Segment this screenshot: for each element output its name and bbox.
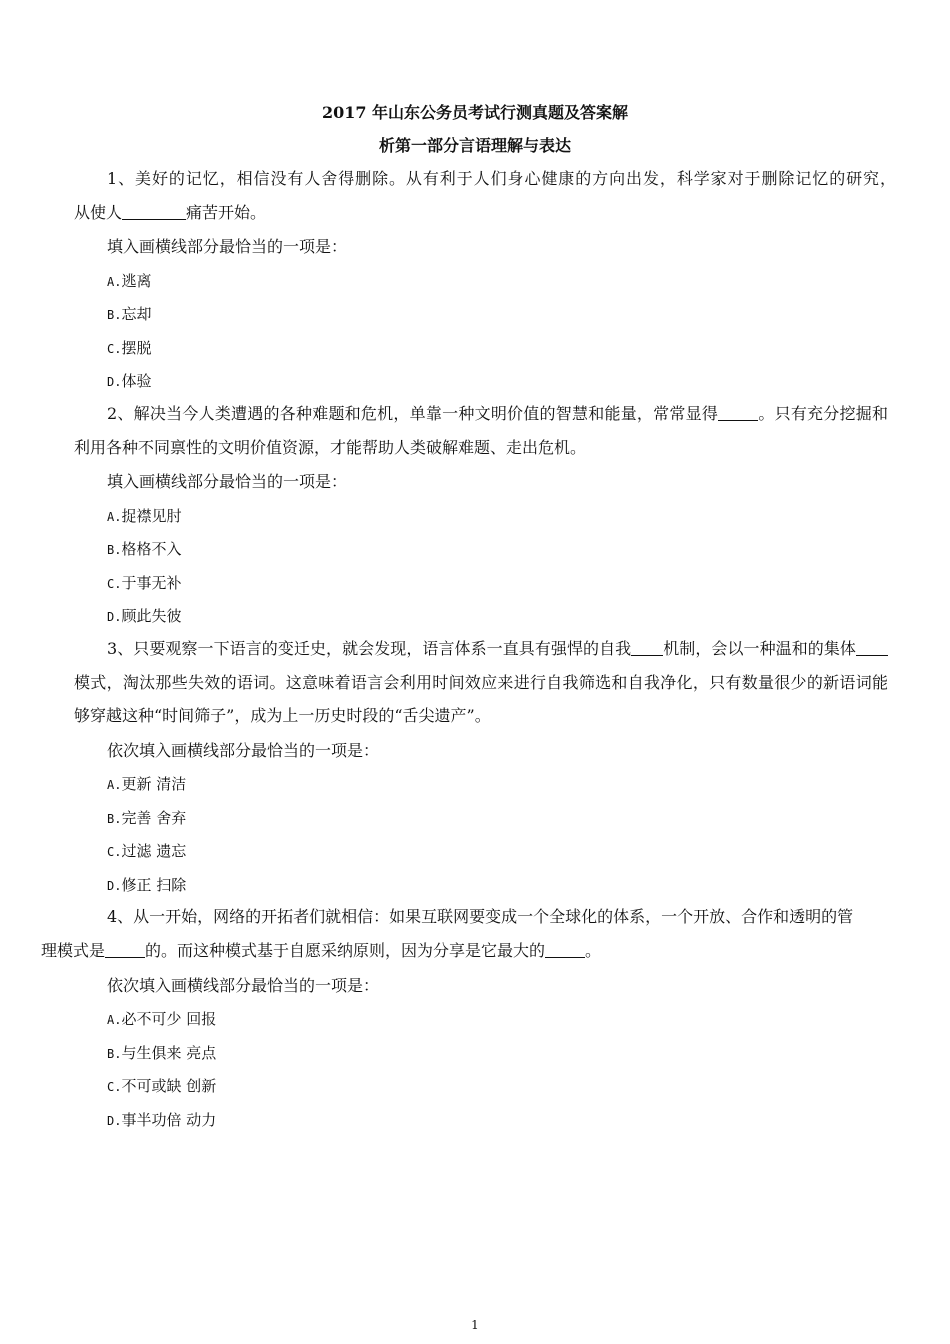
question-1-stem-part-1: 1、美好的记忆，相信没有人舍得删除。从有利于人们身心健康的方向出发，科学家对于删除记忆的研究， 从使人: [74, 169, 921, 222]
question-3-option-b: [107, 808, 186, 829]
question-4-prompt: 依次填入画横线部分最恰当的一项是：: [107, 976, 380, 995]
option-text: 与生俱来 亮点: [121, 1044, 217, 1062]
question-3-stem-part-3: 模式，淘汰那些失效的语词。这意味着语言会利用时间效应来进行自我筛选和自我净化，只有数量很少的新语词能够穿越这种“时间筛子”，成为上一历史时段的“舌尖遗产”。: [74, 672, 888, 725]
question-4-blank-2: [545, 941, 585, 958]
question-2-stem-part-2: 。只有充分挖掘和利用各种不同禀性的文明价值资源，才能帮助人类破解难题、走出危机。: [74, 404, 888, 457]
question-3-blank-2: [856, 639, 888, 656]
question-3-stem-part-2: 机制，会以一种温和的集体: [663, 639, 856, 658]
question-3-option-a: [107, 774, 186, 795]
question-2-option-b: [107, 539, 181, 560]
question-1-option-d: [107, 371, 151, 392]
question-3-blank-1: [631, 639, 663, 656]
document-title-line-2: 析第一部分言语理解与表达: [378, 136, 571, 155]
question-3-prompt: 依次填入画横线部分最恰当的一项是：: [107, 741, 380, 760]
option-letter: A.: [107, 510, 122, 524]
question-2-blank: [718, 404, 758, 421]
option-text: 逃离: [121, 272, 152, 290]
option-letter: D.: [107, 879, 122, 893]
question-2-option-d: [107, 606, 181, 627]
question-3-option-d: [107, 875, 186, 896]
question-4-option-a: [107, 1009, 216, 1030]
option-letter: A.: [107, 778, 122, 792]
option-text: 不可或缺 创新: [121, 1077, 217, 1095]
option-letter: C.: [107, 577, 122, 591]
option-letter: B.: [107, 308, 122, 322]
question-2-stem-part-1: 2、解决当今人类遭遇的各种难题和危机，单靠一种文明价值的智慧和能量，常常显得: [107, 404, 719, 423]
option-text: 过滤 遗忘: [121, 842, 187, 860]
option-text: 忘却: [121, 305, 152, 323]
question-2-option-c: [107, 573, 181, 594]
question-4-stem-part-3: 的。而这种模式基于自愿采纳原则，因为分享是它最大的: [145, 940, 546, 960]
question-4-option-b: [107, 1043, 216, 1064]
question-4-stem-part-4: 。: [585, 940, 602, 960]
question-4-blank-1: [105, 941, 145, 958]
question-1-stem-part-2: 痛苦开始。: [186, 202, 267, 222]
question-3-stem: [74, 632, 888, 733]
question-2-prompt: 填入画横线部分最恰当的一项是：: [107, 472, 348, 491]
question-3-stem-part-1: 3、只要观察一下语言的变迁史，就会发现，语言体系一直具有强悍的自我: [107, 639, 632, 658]
option-letter: B.: [107, 812, 122, 826]
option-text: 更新 清洁: [121, 775, 187, 793]
page-number: 1: [471, 1318, 479, 1332]
option-text: 顾此失彼: [121, 607, 182, 625]
question-1-option-c: [107, 338, 151, 359]
option-text: 完善 舍弃: [121, 809, 187, 827]
option-letter: C.: [107, 342, 122, 356]
option-letter: C.: [107, 1080, 122, 1094]
option-letter: C.: [107, 845, 122, 859]
question-1-prompt: 填入画横线部分最恰当的一项是：: [107, 237, 348, 256]
option-text: 捉襟见肘: [121, 507, 182, 525]
option-letter: D.: [107, 610, 122, 624]
question-1-blank: [122, 203, 186, 220]
question-4-option-d: [107, 1110, 216, 1131]
question-3-option-c: [107, 841, 186, 862]
option-text: 必不可少 回报: [121, 1010, 217, 1028]
question-2-stem: [74, 397, 888, 464]
question-4-stem-part-2: 理模式是: [41, 940, 106, 960]
question-1-option-a: [107, 271, 151, 292]
question-2-option-a: [107, 506, 181, 527]
option-letter: A.: [107, 1013, 122, 1027]
option-letter: B.: [107, 1047, 122, 1061]
question-4-option-c: [107, 1076, 216, 1097]
option-text: 修正 扫除: [121, 876, 187, 894]
question-4-stem-line-1: 4、从一开始，网络的开拓者们就相信：如果互联网要变成一个全球化的体系，一个开放、合作和透明的管: [107, 907, 854, 926]
option-letter: B.: [107, 543, 122, 557]
option-text: 于事无补: [121, 574, 182, 592]
document-title-line-1: 2017 年山东公务员考试行测真题及答案解: [321, 103, 629, 122]
option-letter: D.: [107, 1114, 122, 1128]
option-text: 摆脱: [121, 339, 152, 357]
question-4-stem: [41, 900, 888, 967]
option-text: 事半功倍 动力: [121, 1111, 217, 1129]
question-1-option-b: [107, 304, 151, 325]
option-letter: A.: [107, 275, 122, 289]
option-text: 格格不入: [121, 540, 182, 558]
option-text: 体验: [121, 372, 152, 390]
question-1-stem: [74, 162, 921, 229]
option-letter: D.: [107, 375, 122, 389]
